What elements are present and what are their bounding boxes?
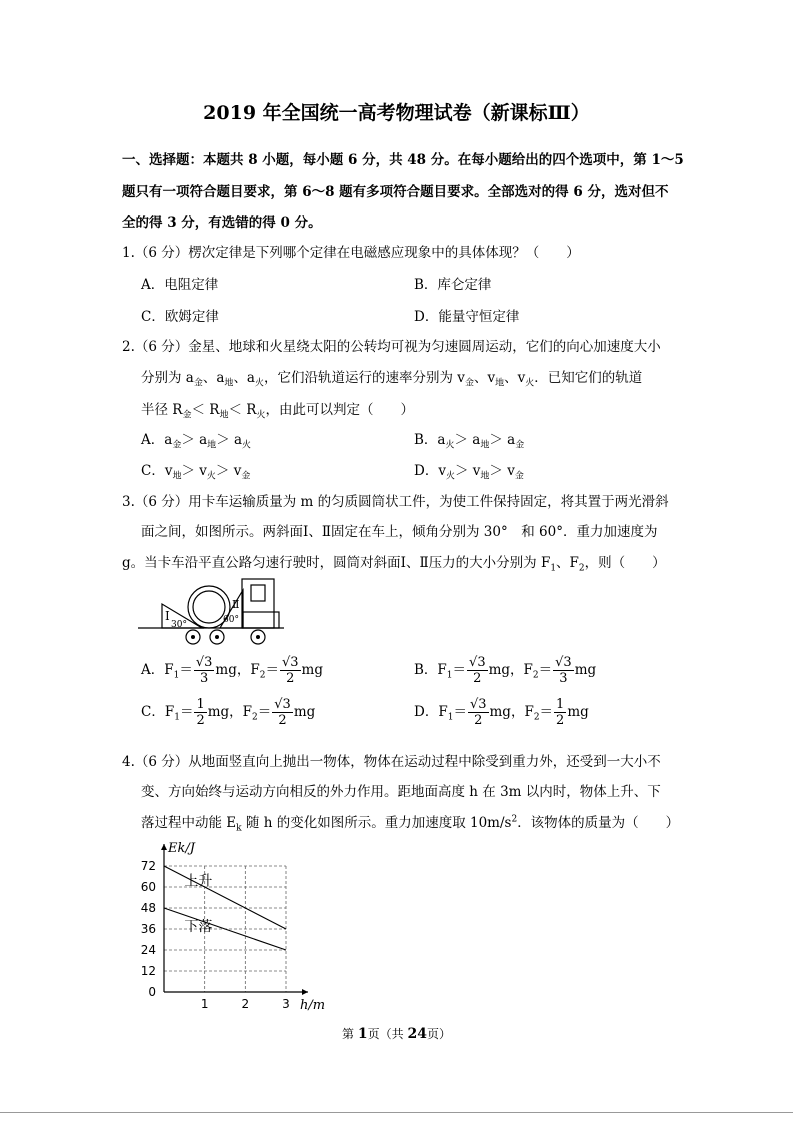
x-tick-label: 2 xyxy=(241,997,250,1011)
label-II: Ⅱ xyxy=(232,598,240,611)
section-instructions-2: 题只有一项符合题目要求，第 6～8 题有多项符合题目要求。全部选对的得 6 分，选对但不 xyxy=(122,184,669,200)
q3-stem-2: 面之间，如图所示。两斜面Ⅰ、Ⅱ固定在车上，倾角分别为 30° 和 60°．重力加速度为 xyxy=(141,524,658,540)
q1-option-d: D．能量守恒定律 xyxy=(414,309,520,325)
q2-stem-1: 2.（6 分）金星、地球和火星绕太阳的公转均可视为匀速圆周运动，它们的向心加速度大小 xyxy=(122,339,661,355)
q2-option-a: A．$a_金> a_地> a_火$ xyxy=(141,432,252,451)
q2-stem-3: 半径 $R_金< R_地< R_火$，由此可以判定（ ） xyxy=(141,402,414,421)
x-axis-arrow xyxy=(302,989,308,995)
y-axis-label: Ek/J xyxy=(168,841,195,856)
q2-stem-2: 分别为 $a_金$、$a_地$、$a_火$，它们沿轨道运行的速率分别为 $v_金$、$v_地$、$v_火$．已知它们的轨道 xyxy=(141,370,643,389)
q3-option-c: C．$F_1=$ $\frac{1}{2}$ mg，$F_2=$ $\frac{√3}{2}$ mg xyxy=(141,697,316,728)
y-tick-label: 36 xyxy=(140,922,156,936)
series-label: 下落 xyxy=(184,919,213,936)
q3-option-d: D．$F_1=$ $\frac{√3}{2}$ mg，$F_2=$ $\frac{1}{2}$ mg xyxy=(414,697,589,728)
series-line-rise xyxy=(164,866,286,929)
angle-60: 60° xyxy=(223,615,239,625)
x-tick-label: 1 xyxy=(200,997,209,1011)
q3-stem-3: g。当卡车沿平直公路匀速行驶时，圆筒对斜面Ⅰ、Ⅱ压力的大小分别为 $F_1$、$F_2$，则（ ） xyxy=(122,555,666,574)
y-tick-label: 48 xyxy=(140,901,156,915)
section-instructions-3: 全的得 3 分，有选错的得 0 分。 xyxy=(122,215,322,231)
truck-figure xyxy=(136,576,286,646)
q1-option-b: B．库仑定律 xyxy=(414,277,492,293)
section-instructions-1: 一、选择题：本题共 8 小题，每小题 6 分，共 48 分。在每小题给出的四个选项中，第 1～5 xyxy=(122,152,684,168)
q4-stem-1: 4.（6 分）从地面竖直向上抛出一物体，物体在运动过程中除受到重力外，还受到一大小不 xyxy=(122,754,661,770)
y-tick-label: 72 xyxy=(140,859,156,873)
q3-stem-1: 3.（6 分）用卡车运输质量为 m 的匀质圆筒状工件，为使工件保持固定，将其置于两光滑斜 xyxy=(122,494,669,510)
q2-option-c: C．$v_地> v_火> v_金$ xyxy=(141,463,251,482)
y-tick-label: 60 xyxy=(140,880,156,894)
page-total: 24 xyxy=(407,1026,427,1042)
page-footer: 第 1页（共 24页） xyxy=(342,1026,451,1042)
q4-stem-2: 变、方向始终与运动方向相反的外力作用。距地面高度 h 在 3m 以内时，物体上升、下 xyxy=(141,784,661,800)
q3-option-a: A．$F_1=$ $\frac{√3}{3}$ mg，$F_2=$ $\frac{√3}{2}$ mg xyxy=(141,655,323,686)
series-line-fall xyxy=(164,908,286,950)
page-title: 2019 年全国统一高考物理试卷（新课标Ⅲ） xyxy=(203,102,590,124)
q1-option-c: C．欧姆定律 xyxy=(141,309,219,325)
y-tick-label: 0 xyxy=(148,985,156,999)
q4-stem-3: 落过程中动能 $E_k$ 随 h 的变化如图所示。重力加速度取 $10m/s^2$．该物体的质量为（ ） xyxy=(141,814,680,834)
q1-option-a: A．电阻定律 xyxy=(141,277,219,293)
q2-option-d: D．$v_火> v_地> v_金$ xyxy=(414,463,524,482)
angle-30: 30° xyxy=(171,620,187,630)
q1-stem: 1.（6 分）楞次定律是下列哪个定律在电磁感应现象中的具体体现？（ ） xyxy=(122,245,580,261)
series-label: 上升 xyxy=(184,873,213,890)
y-tick-label: 12 xyxy=(140,964,156,978)
x-tick-label: 3 xyxy=(282,997,290,1011)
y-tick-label: 24 xyxy=(140,943,156,957)
page-number: 1 xyxy=(357,1026,368,1042)
q2-option-b: B．$a_火> a_地> a_金$ xyxy=(414,432,525,451)
ek-h-chart xyxy=(130,835,340,1015)
q3-option-b: B．$F_1=$ $\frac{√3}{2}$ mg，$F_2=$ $\frac{√3}{3}$ mg xyxy=(414,655,597,686)
label-I: Ⅰ xyxy=(165,609,170,623)
page-bottom-border xyxy=(0,1112,793,1113)
x-axis-label: h/m xyxy=(300,998,326,1013)
truck-cab xyxy=(242,579,274,628)
y-axis-arrow xyxy=(161,844,167,850)
